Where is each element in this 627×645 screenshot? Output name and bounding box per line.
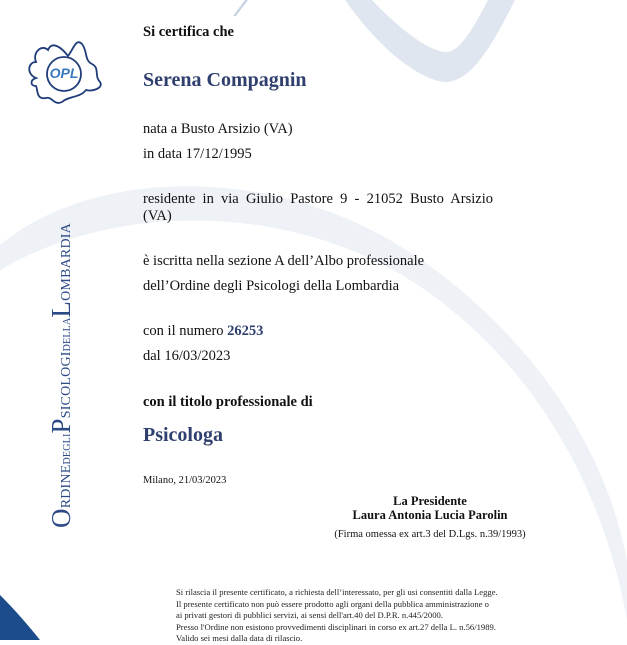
registration-line-2: dell’Ordine degli Psicologi della Lombardia <box>143 278 400 294</box>
legal-footer <box>176 587 536 645</box>
registration-date: dal 16/03/2023 <box>143 348 231 364</box>
footer-line: Il presente certificato non può essere prodotto agli organi della pubblica amministrazione o <box>176 598 489 609</box>
registration-line-1: è iscritta nella sezione A dell’Albo professionale <box>143 253 425 269</box>
title-intro: con il titolo professionale di <box>143 394 313 410</box>
residence-line-2: (VA) <box>143 208 172 224</box>
birth-date: in data 17/12/1995 <box>143 146 252 162</box>
person-name: Serena Compagnin <box>143 69 307 91</box>
svg-text:OPL: OPL <box>49 65 79 81</box>
organization-vertical-title: ORDINEDEGLIPSICOLOGIDELLALOMBARDIA <box>46 223 76 528</box>
signatory-name: Laura Antonia Lucia Parolin <box>352 508 508 522</box>
registration-number: 26253 <box>227 323 264 339</box>
signature-block <box>330 494 530 540</box>
opl-logo-icon <box>22 30 106 110</box>
birth-place: nata a Busto Arsizio (VA) <box>143 121 293 137</box>
footer-line: Valido sei mesi dalla data di rilascio. <box>176 633 303 644</box>
signatory-role: La Presidente <box>393 494 467 508</box>
footer-line: ai privati gestori di pubblici servizi, ai sensi dell'art.40 del D.P.R. n.445/2000. <box>176 610 443 621</box>
place-date: Milano, 21/03/2023 <box>143 475 227 486</box>
footer-line: Presso l'Ordine non esistono provvedimenti disciplinari in corso ex art.27 della L. n.56/1989. <box>176 621 496 632</box>
footer-line: Si rilascia il presente certificato, a richiesta dell’interessato, per gli usi consentiti dalla Legge. <box>176 587 498 597</box>
intro-text: Si certifica che <box>143 24 234 40</box>
residence-line-1: residente in via Giulio Pastore 9 - 21052 Busto Arsizio <box>143 191 493 207</box>
signature-note: (Firma omessa ex art.3 del D.Lgs. n.39/1993) <box>334 529 526 540</box>
registration-number-line: con il numero 26253 <box>143 323 264 339</box>
professional-title: Psicologa <box>143 424 223 446</box>
